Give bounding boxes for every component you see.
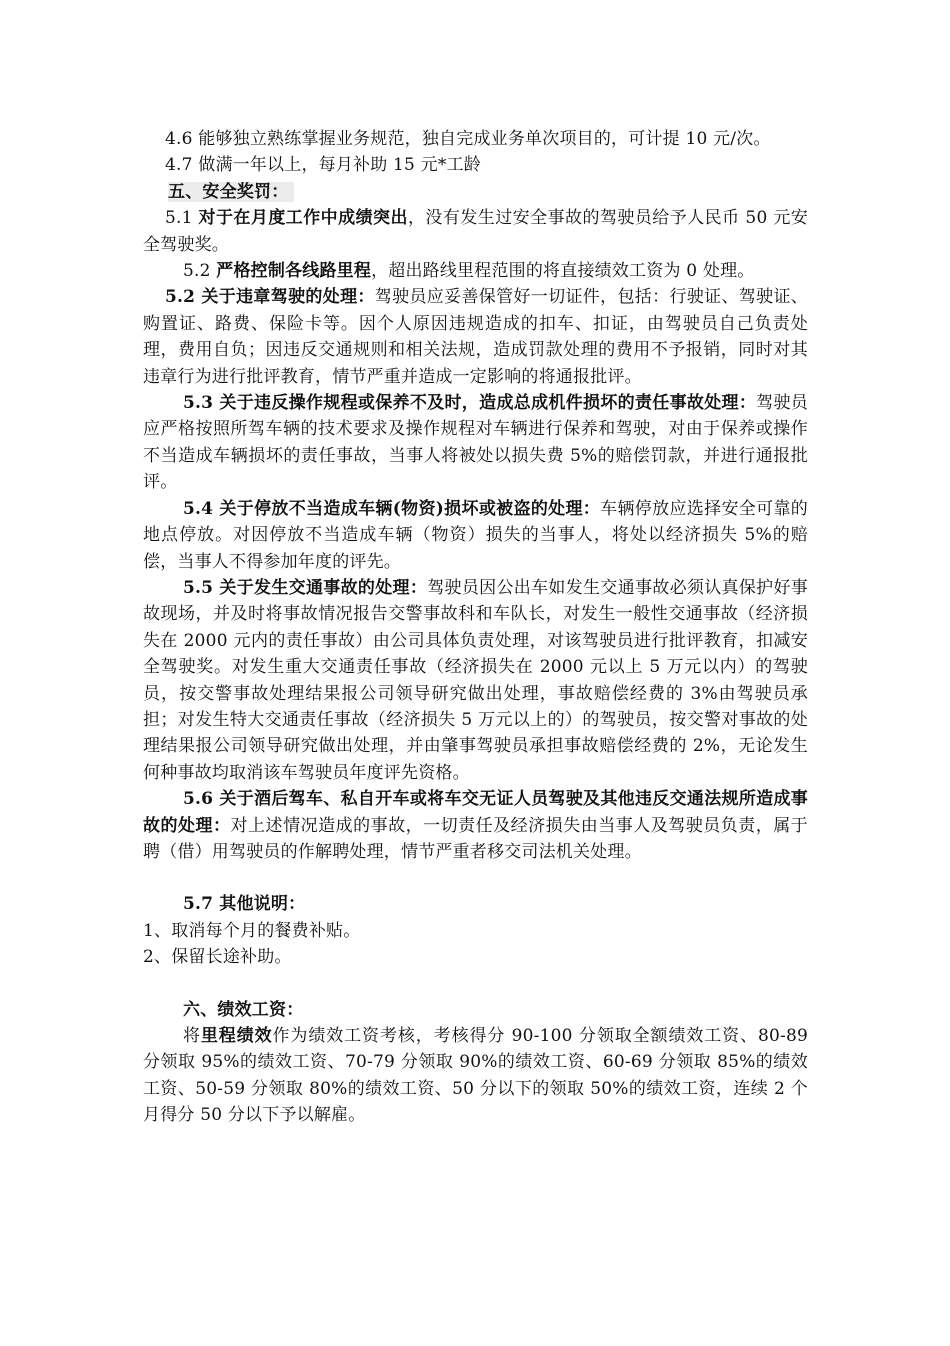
clause-5-7-heading	[143, 891, 808, 917]
section-6-paragraph	[143, 1023, 808, 1129]
clause-5-2-violation-title: 5.2 关于违章驾驶的处理：	[165, 287, 375, 308]
clause-5-4-text: 车辆停放应选择安全可靠的地点停放。对因停放不当造成车辆（物资）损失的当事人，将处以经济损失 5%的赔偿，当事人不得参加年度的评先。	[143, 498, 808, 572]
spacer	[143, 865, 808, 891]
clause-5-2-mileage-text: ，超出路线里程范围的将直接绩效工资为 0 处理。	[371, 261, 755, 282]
section-6-keyword: 里程绩效	[200, 1026, 273, 1046]
list-item: 1、取消每个月的餐费补贴。	[143, 920, 361, 941]
clause-5-3-text: 驾驶员应严格按照所驾车辆的技术要求及操作规程对车辆进行保养和驾驶，对由于保养或操作不当造成车辆损坏的责任事故，当事人将被处以损失费 5%的赔偿罚款，并进行通报批评。	[143, 393, 808, 493]
clause-5-6	[143, 786, 808, 865]
spacer	[143, 971, 808, 997]
clause-5-3	[143, 390, 808, 496]
section-5-heading	[143, 179, 808, 205]
section-6-text: 作为绩效工资考核，考核得分 90-100 分领取全额绩效工资、80-89 分领取 95%的绩效工资、70-79 分领取 90%的绩效工资、60-69 分领取 85%的绩效工资、50-59 分领取 80%的绩效工资、50 分以下的领取 50%的绩效工资，连续 2 个月得分 50 分以下予以解雇。	[143, 1026, 808, 1126]
clause-4-7: 4.7 做满一年以上，每月补助 15 元*工龄	[165, 155, 481, 176]
section-5-heading-text: 五、安全奖罚：	[168, 182, 294, 202]
clause-5-5-text: 驾驶员因公出车如发生交通事故必须认真保护好事故现场，并及时将事故情况报告交警事故科和车队长，对发生一般性交通事故（经济损失在 2000 元内的责任事故）由公司具体负责处理，对该驾驶员进行批评教育，扣减安全驾驶奖。对发生重大交通责任事故（经济损失在 2000 元以上 5 万元以内）的驾驶员，按交警事故处理结果报公司领导研究做出处理，事故赔偿经费的 3%由驾驶员承担；对发生特大交通责任事故（经济损失 5 万元以上的）的驾驶员，按交警对事故的处理结果报公司领导研究做出处理，并由肇事驾驶员承担事故赔偿经费的 2%，无论发生何种事故均取消该车驾驶员年度评先资格。	[143, 577, 808, 783]
clause-5-1	[143, 205, 808, 258]
clause-5-5	[143, 575, 808, 786]
clause-5-1-number: 5.1	[165, 208, 199, 229]
clause-5-3-title: 5.3 关于违反操作规程或保养不及时，造成总成机件损坏的责任事故处理：	[183, 393, 757, 414]
clause-5-1-text: ，没有发生过安全事故的驾驶员给予人民币 50 元安全驾驶奖。	[143, 208, 808, 255]
clause-5-2-violation	[143, 284, 808, 390]
clause-5-4-title: 5.4 关于停放不当造成车辆(物资)损坏或被盗的处理：	[183, 498, 601, 519]
list-item: 2、保留长途补助。	[143, 947, 292, 968]
clause-5-6-title: 5.6 关于酒后驾车、私自开车或将车交无证人员驾驶及其他违反交通法规所造成事故的处理：	[143, 789, 808, 836]
clause-5-2-mileage-number: 5.2	[183, 261, 217, 282]
clause-5-2-violation-text: 驾驶员应妥善保管好一切证件，包括：行驶证、驾驶证、购置证、路费、保险卡等。因个人原因违规造成的扣车、扣证，由驾驶员自己负责处理，费用自负；因违反交通规则和相关法规，造成罚款处理的费用不予报销，同时对其违章行为进行批评教育，情节严重并造成一定影响的将通报批评。	[143, 287, 809, 387]
document-body	[143, 126, 808, 1129]
clause-5-2-mileage	[143, 258, 808, 284]
clause-5-2-mileage-title: 严格控制各线路里程	[216, 261, 372, 282]
section-6-heading-text: 六、绩效工资：	[183, 999, 304, 1020]
clause-5-4	[143, 496, 808, 575]
section-6-prefix: 将	[183, 1026, 201, 1046]
clause-4-6: 4.6 能够独立熟练掌握业务规范，独自完成业务单次项目的，可计提 10 元/次。	[165, 129, 771, 149]
clause-5-7-title: 5.7 其他说明：	[183, 894, 306, 915]
clause-5-6-text: 对上述情况造成的事故，一切责任及经济损失由当事人及驾驶员负责，属于聘（借）用驾驶员的作解聘处理，情节严重者移交司法机关处理。	[143, 815, 808, 862]
section-6-heading	[143, 997, 808, 1023]
clause-5-1-title: 对于在月度工作中成绩突出	[198, 208, 408, 229]
clause-5-5-title: 5.5 关于发生交通事故的处理：	[183, 577, 428, 598]
